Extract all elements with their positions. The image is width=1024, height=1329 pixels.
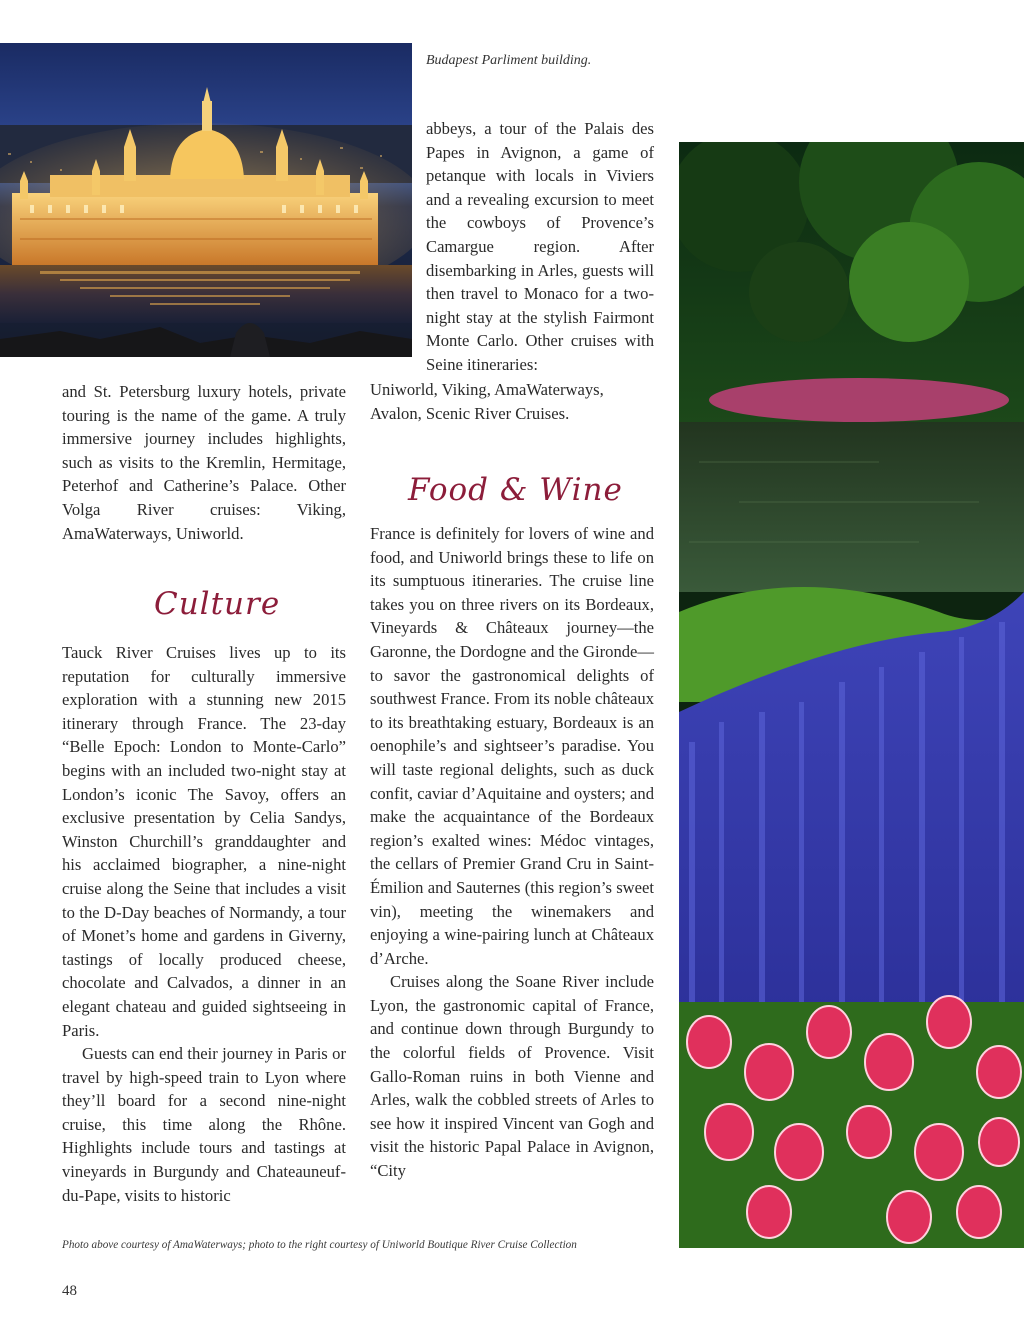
food-wine-column — [370, 522, 654, 1183]
paragraph: and St. Petersburg luxury hotels, private touring is the name of the game. A truly immersive journey includes highlights, such as visits to the Kremlin, Hermitage, Peterhof and Catherine’s Palace. Other Volga River cruises: Viking, AmaWaterways, Uniworld. — [62, 382, 346, 543]
paragraph: Guests can end their journey in Paris or travel by high-speed train to Lyon where they’ll board for a second nine-night cruise, this time along the Rhône. Highlights include tours and tastings at vineyards in Burgundy and Chateauneuf-du-Pape, visits to historic — [62, 1044, 346, 1205]
photo-credit: Photo above courtesy of AmaWaterways; photo to the right courtesy of Uniworld Boutique River Cruise Collection — [62, 1239, 577, 1251]
culture-heading: Culture — [154, 586, 281, 622]
left-column-intro — [62, 380, 346, 545]
parliament-photo — [0, 43, 412, 357]
tulip-garden-photo-art — [679, 142, 1024, 1248]
paragraph: France is definitely for lovers of wine and food, and Uniworld brings these to life on its sumptuous itineraries. The cruise line takes you on three rivers on its Bordeaux, Vineyards & Châteaux journey—the Garonne, the Dordogne and the Gironde—to savor the gastronomical delights of southwest France. From its noble châteaux to its breathtaking estuary, Bordeaux is an oenophile’s and sightseer’s paradise. You will taste regional delights, such as duck confit, caviar d’Aquitaine and oysters; and make the acquaintance of the Bordeaux region’s exalted wines: Médoc vintages, the cellars of Premier Grand Cru in Saint-Émilion and Sauternes (this region’s sweet vin), meeting the winemakers and enjoying a wine-pairing lunch at Châteaux d’Arche. — [370, 524, 654, 968]
middle-column-top-continued — [370, 378, 654, 425]
food-wine-heading: Food & Wine — [408, 472, 623, 508]
paragraph: Cruises along the Soane River include Lyon, the gastronomic capital of France, and continue down through Burgundy to the colorful fields of Provence. Visit Gallo-Roman ruins in both Vienne and Arles, walk the cobbled streets of Arles to see how it inspired Vincent van Gogh and visit the historic Papal Palace in Avignon, “City — [370, 972, 654, 1181]
middle-column-top — [426, 117, 654, 377]
photo-caption: Budapest Parliment building. — [426, 53, 592, 68]
culture-column — [62, 641, 346, 1207]
page-number: 48 — [62, 1283, 77, 1299]
paragraph: Tauck River Cruises lives up to its reputation for culturally immersive exploration with a stunning new 2015 itinerary through France. The 23-day “Belle Epoch: London to Monte-Carlo” begins with an included two-night stay at London’s iconic The Savoy, offers an exclusive presentation by Celia Sandys, Winston Churchill’s granddaughter and his acclaimed biographer, a nine-night cruise along the Seine that includes a visit to the D-Day beaches of Normandy, a tour of Monet’s home and gardens in Giverny, tastings of locally produced cheese, chocolate and Calvados, a dinner in an elegant chateau and guided sightseeing in Paris. — [62, 643, 346, 1040]
parliament-photo-art — [0, 43, 412, 357]
paragraph: abbeys, a tour of the Palais des Papes in Avignon, a game of petanque with locals in Viviers and a revealing excursion to meet the cowboys of Provence’s Camargue region. After disembarking in Arles, guests will then travel to Monaco for a two-night stay at the stylish Fairmont Monte Carlo. Other cruises with Seine itineraries: — [426, 119, 654, 374]
tulip-garden-photo — [679, 142, 1024, 1248]
paragraph: Uniworld, Viking, AmaWaterways, Avalon, Scenic River Cruises. — [370, 380, 604, 423]
